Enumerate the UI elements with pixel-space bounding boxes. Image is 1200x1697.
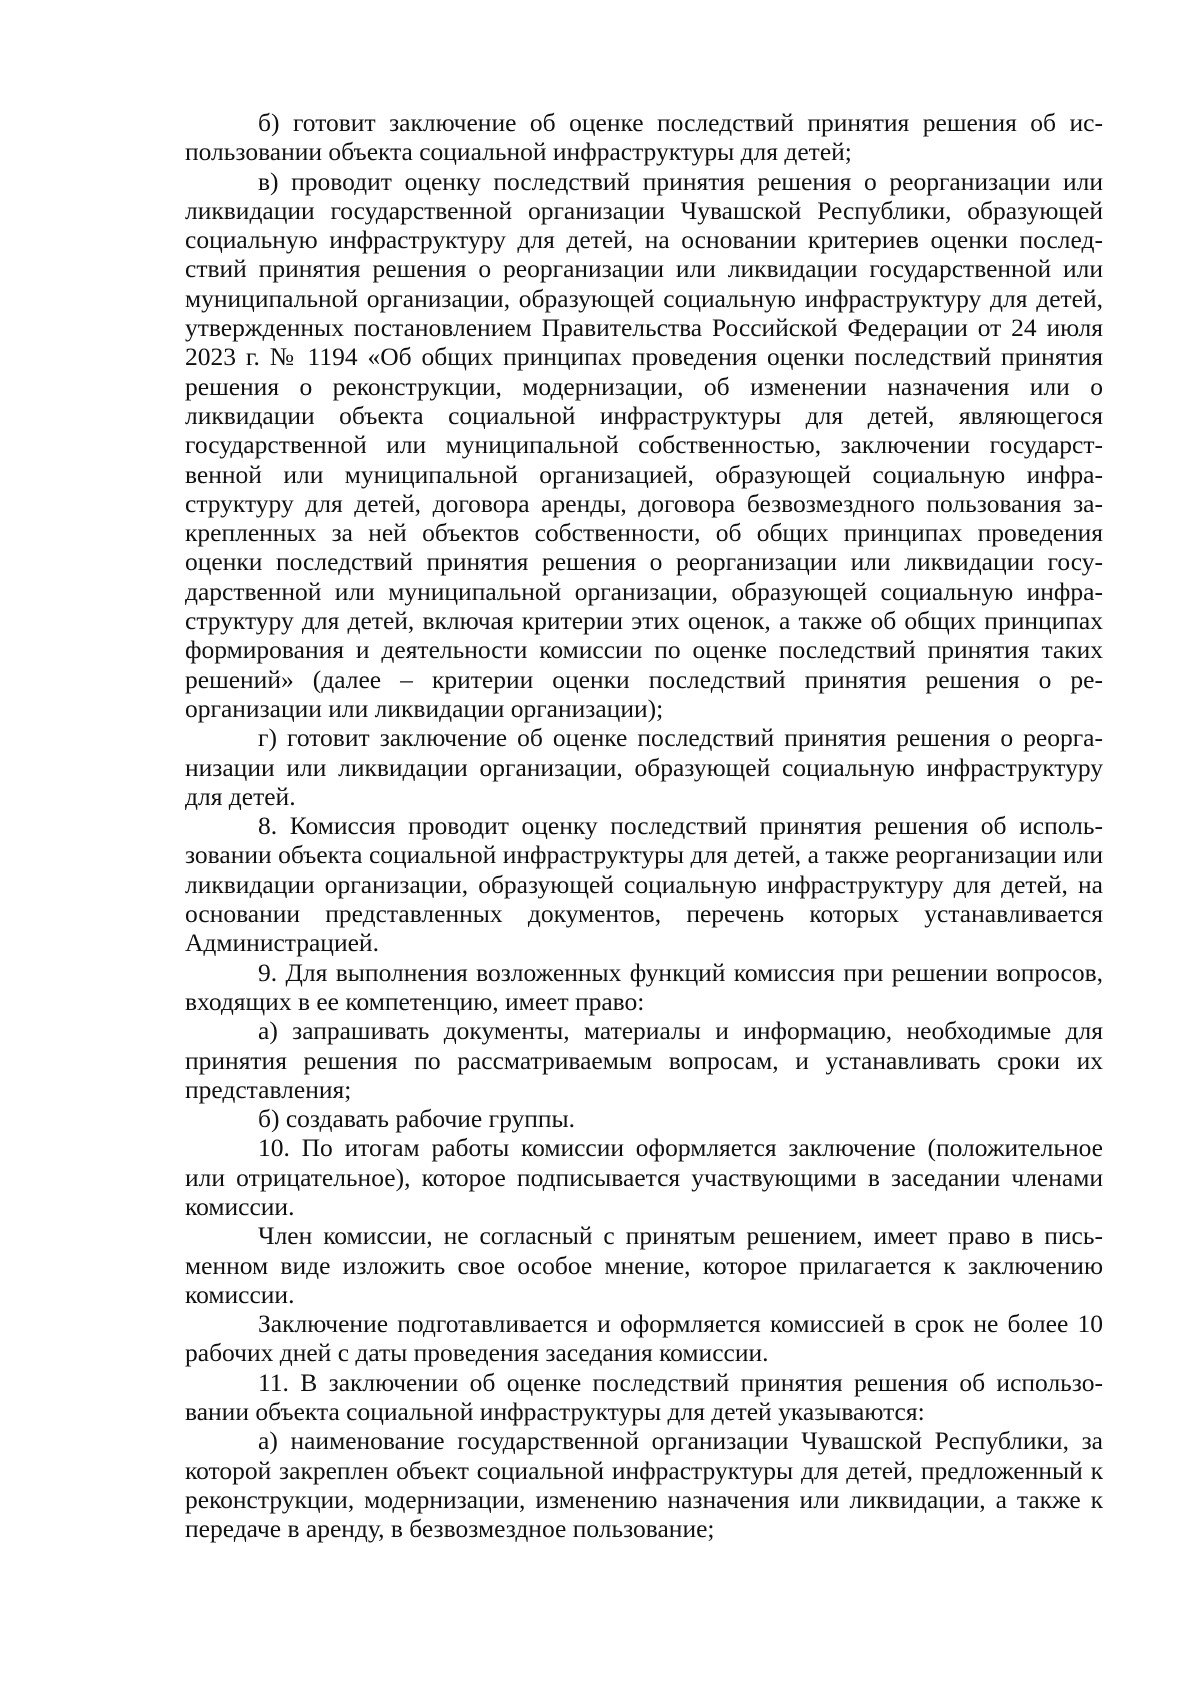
paragraph-11a: а) наименование государственной организации Чувашской Республики, за которой закреплен объект социальной инфраструктуры для детей, предложенный к реконструкции, модернизации, изменению назначения или ликвидации, а также к передаче в аренду, в безвозмездное пользование; — [185, 1426, 1103, 1544]
paragraph-10-deadline: Заключение подготавливается и оформляется комиссией в срок не более 10 рабочих дней с даты проведения заседания комиссии. — [185, 1309, 1103, 1368]
paragraph-11: 11. В заключении об оценке последствий принятия решения об использовании объекта социальной инфраструктуры для детей указываются: — [185, 1367, 1103, 1427]
paragraph-9: 9. Для выполнения возложенных функций комиссия при решении вопросов, входящих в ее компетенцию, имеет право: — [185, 957, 1103, 1016]
paragraph-7g: г) готовит заключение об оценке последствий принятия решения о реорганизации или ликвидации организации, образующей социальную инфраструктуру для детей. — [185, 723, 1103, 811]
paragraph-10: 10. По итогам работы комиссии оформляется заключение (положительное или отрицательное), которое подписывается участвующими в заседании членами комиссии. — [185, 1133, 1103, 1221]
paragraph-9b: б) создавать рабочие группы. — [258, 1104, 576, 1134]
paragraph-10-dissent: Член комиссии, не согласный с принятым решением, имеет право в письменном виде изложить свое особое мнение, которое прилагается к заключению комиссии. — [185, 1221, 1103, 1309]
paragraph-8: 8. Комиссия проводит оценку последствий принятия решения об использовании объекта социальной инфраструктуры для детей, а также реорганизации или ликвидации организации, образующей социальную инфраструктуру для детей, на основании представленных документов, перечень которых устанавливается Администрацией. — [185, 811, 1103, 958]
paragraph-9a: а) запрашивать документы, материалы и информацию, необходимые для принятия решения по рассматриваемым вопросам, и устанавливать сроки их представления; — [185, 1016, 1103, 1104]
paragraph-7v: в) проводит оценку последствий принятия решения о реорганизации или ликвидации государственной организации Чувашской Республики, образующей социальную инфраструктуру для детей, на основании критериев оценки последствий принятия решения о реорганизации или ликвидации государственной или муниципальной организации, образующей социальную инфраструктуру для детей, утвержденных постановлением Правительства Российской Федерации от 24 июля 2023 г. № 1194 «Об общих принципах проведения оценки последствий принятия решения о реконструкции, модернизации, об изменении назначения или о ликвидации объекта социальной инфраструктуры для детей, являющегося государственной или муниципальной собственностью, заключении государственной или муниципальной организацией, образующей социальную инфраструктуру для детей, договора аренды, договора безвозмездного пользования закрепленных за ней объектов собственности, об общих принципах проведения оценки последствий принятия решения о реорганизации или ликвидации государственной или муниципальной организации, образующей социальную инфраструктуру для детей, включая критерии этих оценок, а также об общих принципах формирования и деятельности комиссии по оценке последствий принятия таких решений» (далее – критерии оценки последствий принятия решения о реорганизации или ликвидации организации); — [185, 166, 1103, 723]
paragraph-7b: б) готовит заключение об оценке последствий принятия решения об использовании объекта социальной инфраструктуры для детей; — [185, 108, 1103, 167]
document-body — [185, 108, 1103, 1544]
